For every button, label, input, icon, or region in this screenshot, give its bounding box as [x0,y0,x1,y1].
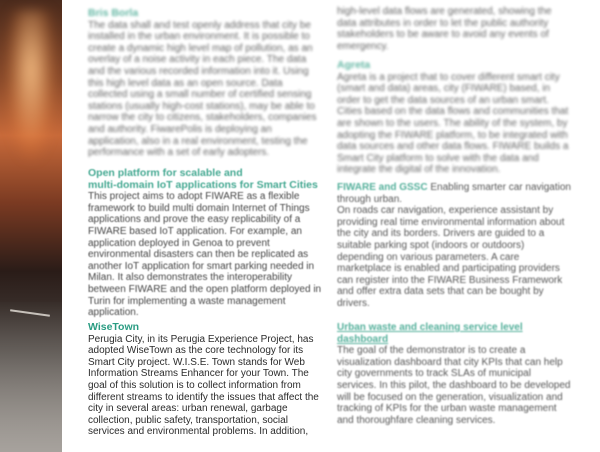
section-body: Agreta is a project that to cover different smart city (smart and data) areas, city (FIWARE) based, in order to get the data sources of an urban smart. Cities based on the data flows and communities that are shown to the users. The ability of the system, by adopting the FIWARE platform, to be integrated with data sources and other data flows. FIWARE builds a Smart City platform to solve with the data and integrate the digital of the innovation. [337,71,569,176]
city-street-photo [0,0,62,452]
section-body: high-level data flows are generated, showing the data attributes in order to let the public authority stakeholders to be aware to avoid any events of emergency. [337,6,552,52]
road-surface [0,302,62,452]
section-wisetown [88,322,323,438]
section-heading: FIWARE and GSSC [337,182,428,193]
section-body: Perugia City, in its Perugia Experience Project, has adopted WiseTown as the core technology for its Smart City project. W.I.S.E. Town stands for Web Information Streams Enhancer for your Town. The goal of this solution is to collect information from different streams to identify the issues that affect the city in several areas: urban renewal, garbage collection, public safety, transportation, social services and environmental problems. In addition, [88,333,319,438]
section-heading: Agreta [337,59,371,71]
section-heading-line2: multi-domain IoT applications for Smart Cities [88,178,318,191]
section-fiware-gssc [337,182,572,310]
section-open-platform [88,168,323,319]
section-agreta [337,60,572,176]
section-heading: WiseTown [88,321,140,333]
section-heading: Bris Borla [88,7,139,19]
section-body: This project aims to adopt FIWARE as a flexible framework to build multi domain Internet of Things applications and prove the easy replicability of a FIWARE based IoT application. For example, an application deployed in Genoa to prevent environmental disasters can then be replicated as another IoT application for smart parking needed in Milan. It also demonstrates the interoperability between FIWARE and the open platform deployed in Turin for implementing a waste management application. [88,191,322,319]
section-bris-borla [88,8,323,159]
section-urban-waste [337,322,572,426]
section-body: The goal of the demonstrator is to create a visualization dashboard that city KPIs that can help city governments to track SLAs of municipal services. In this pilot, the dashboard to be developed will be focused on the generation, visualization and tracking of KPIs for the urban waste management and thoroughfare cleaning services. [337,345,571,426]
section-body: On roads car navigation, experience assistant by providing real time environmental information about the city and its borders. Drivers are guided to a suitable parking spot (indoors or outdoors) depending on various parameters. A care marketplace is enabled and participating providers can register into the FIWARE Business Framework and offer extra data sets that can be bought by drivers. [337,205,565,309]
section-heading: Urban waste and cleaning service level dashboard [337,322,523,345]
section-body: The data shall and test openly address that city be installed in the urban environment. It is possible to create a dynamic high level map of pollution, as an overlay of a noise activity in each piece. The data and the various recorded information into it. Using this high level data as an open source. Data collected using a small number of certified sensing stations (usually high-cost stations), may be able to narrow the city to citizens, stakeholders, companies and authority. FiwarePolis is deploying an application, also in a real environment, testing the performance with a set of early adopters. [88,19,317,159]
street-light-glow [6,10,56,160]
section-continued [337,6,572,52]
section-heading-row [337,182,572,205]
section-heading-line1: Open platform for scalable and [88,167,243,179]
section-heading-tail: Enabling smarter car navigation through urban. [337,182,571,205]
